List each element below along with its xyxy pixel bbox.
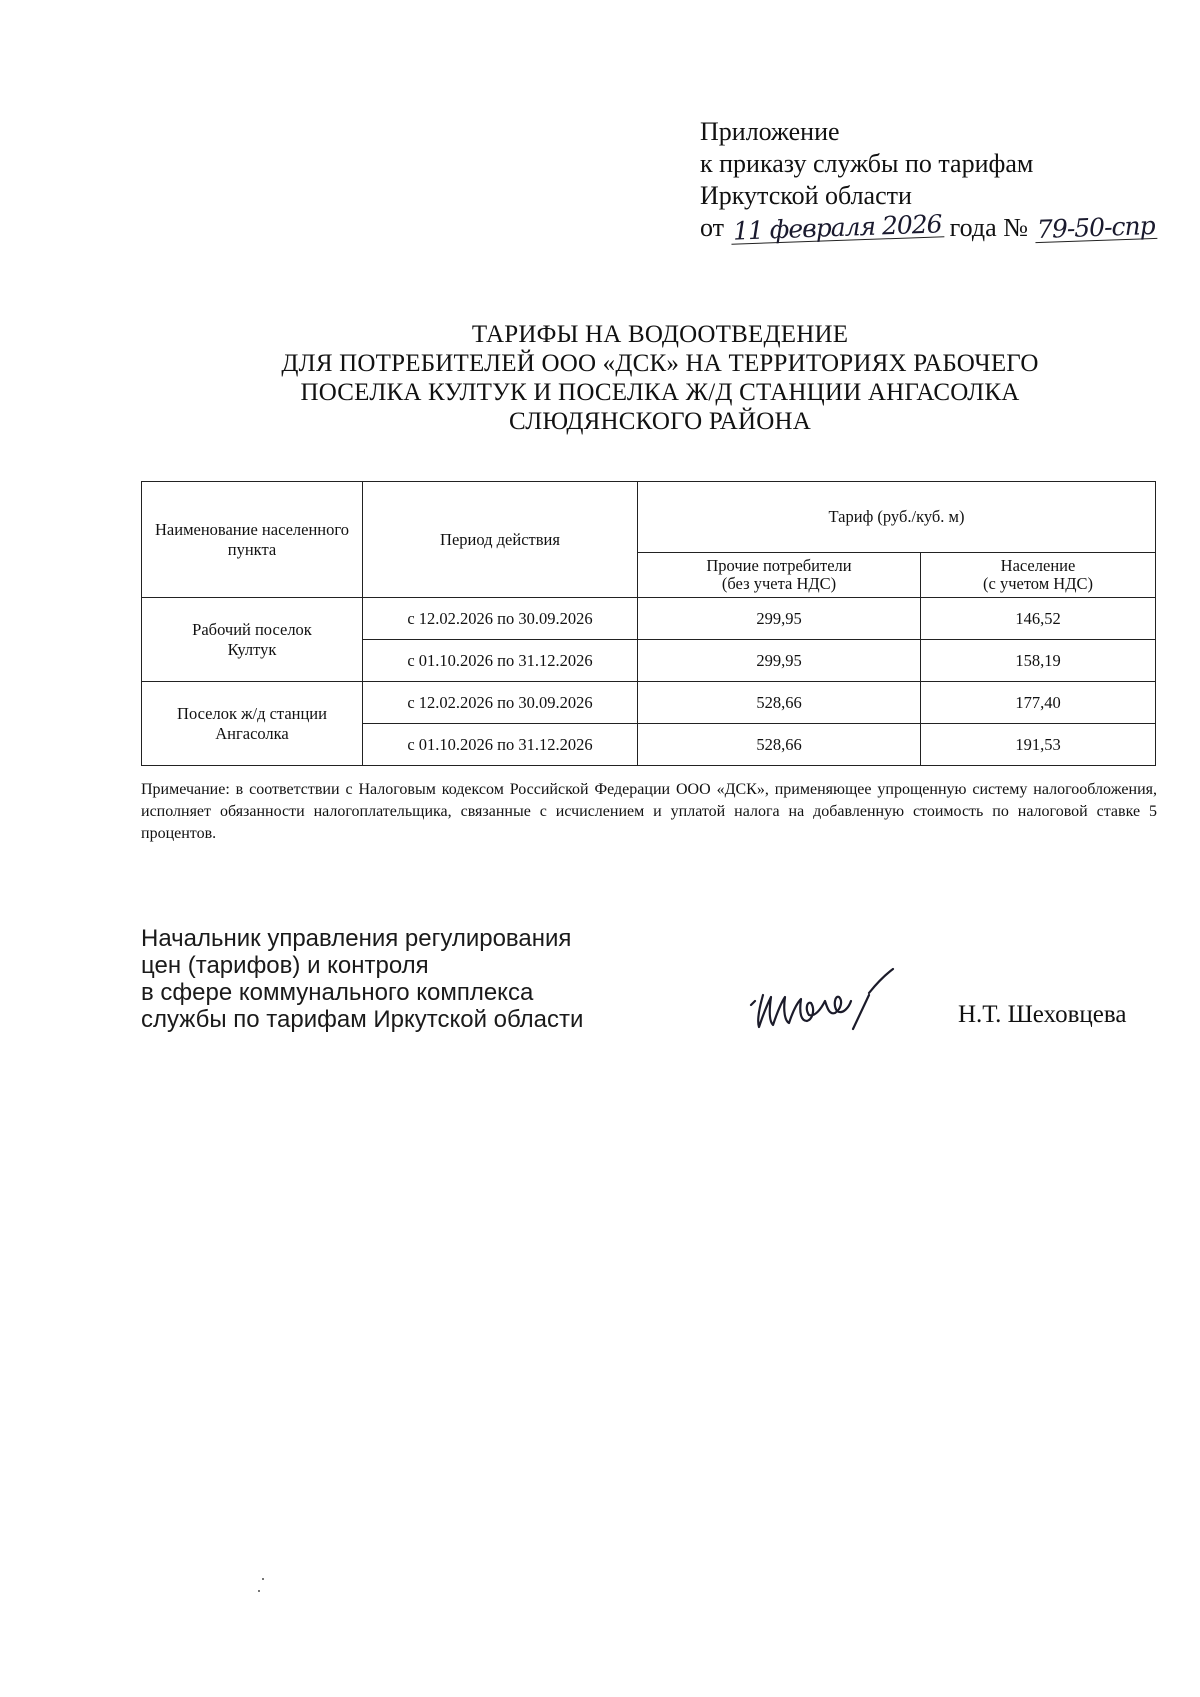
header-period: Период действия <box>363 482 638 598</box>
handwritten-order-number: 79-50-спр <box>1035 210 1155 245</box>
period-cell: с 01.10.2026 по 31.12.2026 <box>363 640 638 682</box>
tariff-other-cell: 299,95 <box>638 598 921 640</box>
signatory-line-4: службы по тарифам Иркутской области <box>141 1006 584 1033</box>
title-line-2: ДЛЯ ПОТРЕБИТЕЛЕЙ ООО «ДСК» НА ТЕРРИТОРИЯХ РАБОЧЕГО <box>281 350 1039 377</box>
handwritten-signature <box>745 965 945 1035</box>
settlement-name <box>142 598 363 682</box>
header-pop-line1: Население <box>1000 556 1076 575</box>
appendix-region: Иркутской области <box>700 181 912 210</box>
table-note: Примечание: в соответствии с Налоговым кодексом Российской Федерации ООО «ДСК», применяющее упрощенную систему налогообложения, исполняет обязанности налогоплательщика, связанные с исчислением и уплатой налога на добавленную стоимость по налоговой ставке 5 процентов. <box>141 781 1157 842</box>
appendix-title: Приложение <box>700 117 840 146</box>
scan-speck <box>258 1590 260 1592</box>
table-row <box>142 682 1156 724</box>
header-settlement: Наименование населенного пункта <box>142 482 363 598</box>
tariff-other-cell: 299,95 <box>638 640 921 682</box>
document-title <box>140 320 1180 436</box>
signatory-line-2: цен (тарифов) и контроля <box>141 952 429 979</box>
tariff-population-cell: 146,52 <box>921 598 1156 640</box>
period-cell: с 01.10.2026 по 31.12.2026 <box>363 724 638 766</box>
header-other-consumers <box>638 553 921 598</box>
signatory-position <box>141 925 661 1033</box>
title-line-3: ПОСЕЛКА КУЛТУК И ПОСЕЛКА Ж/Д СТАНЦИИ АНГАСОЛКА <box>300 379 1020 406</box>
tariff-population-cell: 177,40 <box>921 682 1156 724</box>
period-cell: с 12.02.2026 по 30.09.2026 <box>363 682 638 724</box>
tariff-other-cell: 528,66 <box>638 724 921 766</box>
settlement-name-line2: Култук <box>227 639 277 659</box>
settlement-name-line1: Рабочий поселок <box>192 619 312 639</box>
settlement-name <box>142 682 363 766</box>
header-other-line2: (без учета НДС) <box>721 574 837 593</box>
title-line-4: СЛЮДЯНСКОГО РАЙОНА <box>508 408 812 435</box>
settlement-name-line2: Ангасолка <box>215 723 289 743</box>
appendix-year-word: года № <box>949 213 1028 242</box>
tariff-population-cell: 158,19 <box>921 640 1156 682</box>
appendix-ot: от <box>700 213 725 242</box>
title-line-1: ТАРИФЫ НА ВОДООТВЕДЕНИЕ <box>471 321 849 348</box>
tariff-population-cell: 191,53 <box>921 724 1156 766</box>
tariff-other-cell: 528,66 <box>638 682 921 724</box>
appendix-order-ref: к приказу службы по тарифам <box>700 149 1034 178</box>
scan-speck <box>262 1578 264 1580</box>
header-other-line1: Прочие потребители <box>706 556 852 575</box>
header-tariff: Тариф (руб./куб. м) <box>638 482 1156 553</box>
handwritten-date: 11 февраля 2026 <box>732 209 942 246</box>
table-row <box>142 598 1156 640</box>
appendix-block <box>700 116 1170 244</box>
signatory-line-1: Начальник управления регулирования <box>141 925 572 952</box>
header-population <box>921 553 1156 598</box>
appendix-date-line <box>700 209 1170 246</box>
tariff-table <box>141 481 1156 766</box>
header-pop-line2: (с учетом НДС) <box>983 574 1093 593</box>
signatory-line-3: в сфере коммунального комплекса <box>141 979 534 1006</box>
signer-name: Н.Т. Шеховцева <box>958 1001 1127 1028</box>
period-cell: с 12.02.2026 по 30.09.2026 <box>363 598 638 640</box>
settlement-name-line1: Поселок ж/д станции <box>177 703 327 723</box>
table-header-row <box>142 482 1156 553</box>
